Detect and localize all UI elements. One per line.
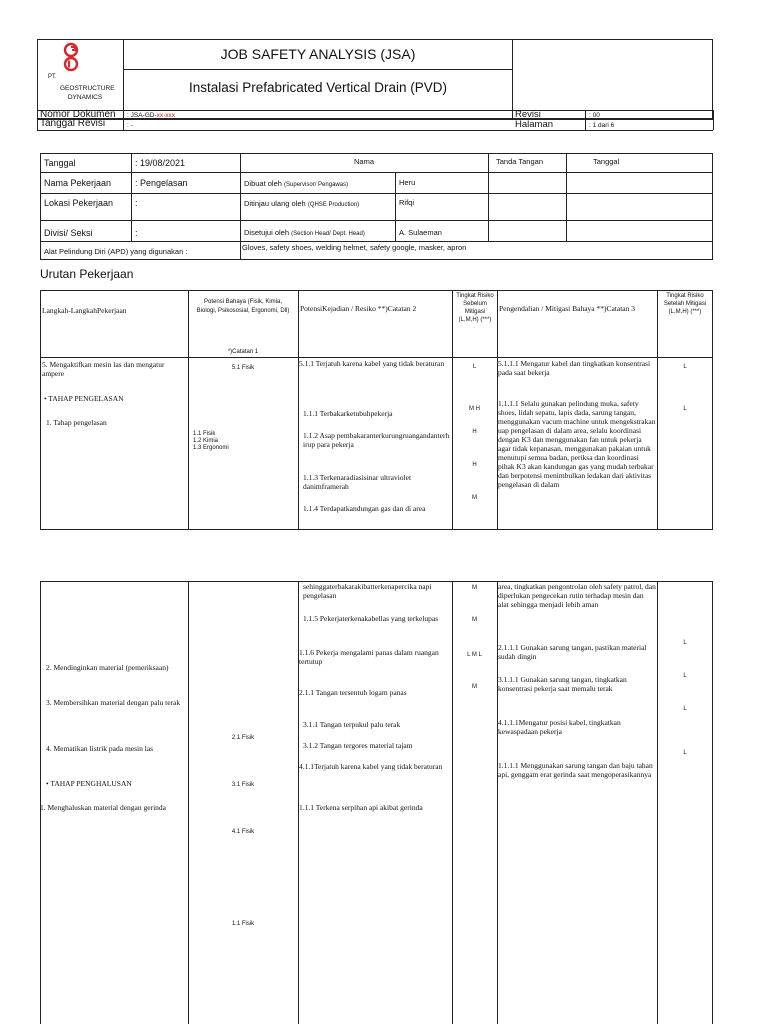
divisi-label: Divisi/ Seksi <box>44 228 93 238</box>
col-langkah-header: Langkah-LangkahPekerjaan <box>42 306 127 315</box>
risk-before-item: M H <box>469 406 480 412</box>
risk-before-item: H <box>472 429 477 435</box>
kejadian-item: 1.1.2 Asap pembakaranterkurungruangandanterh irup para pekerja <box>303 431 450 449</box>
tanda-tangan-header: Tanda Tangan <box>496 157 543 166</box>
nomor-dokumen-label: Nomor Dokumen <box>40 109 116 120</box>
kejadian-item: 3.1.1 Tangan terpukul palu terak <box>303 720 401 729</box>
risk-before-item: L <box>472 364 477 370</box>
risk-after-item: L <box>683 406 687 412</box>
pengendalian-item: 2.1.1.1 Gunakan sarung tangan, pastikan material sudah dingin <box>498 643 647 661</box>
kejadian-item: 4.1.1Terjatuh karena kabel yang tidak beraturan <box>299 762 443 771</box>
langkah-item: 2. Mendinginkan material (pemeriksaan) <box>46 663 169 672</box>
company-prefix: PT. <box>48 74 57 80</box>
nomor-dokumen-value: : JSA-GD-xx-xxx <box>127 112 176 119</box>
langkah-item: 5. Mengaktifkan mesin las dan mengatur ampere <box>42 360 165 378</box>
urutan-title: Urutan Pekerjaan <box>40 267 134 281</box>
pengendalian-item: 1.1.1.1 Menggunakan sarung tangan dan baju tahan api, genggam erat gerinda saat mengoperasikannya <box>498 761 653 779</box>
ditinjau-oleh: Ditinjau ulang oleh (QHSE Production) <box>244 199 360 208</box>
dibuat-oleh-name: Heru <box>399 178 416 187</box>
tanggal-label: Tanggal <box>44 158 76 168</box>
document-title: JOB SAFETY ANALYSIS (JSA) <box>220 46 416 62</box>
kejadian-item: 1.1.5 Pekerjaterkenakabellas yang terkelupas <box>303 614 439 623</box>
nama-pekerjaan-label: Nama Pekerjaan <box>44 178 112 188</box>
risk-before-item: H <box>472 462 477 468</box>
pengendalian-item: 4.1.1.1Mengatur posisi kabel, tingkatkan kewaspadaan pekerja <box>498 718 621 736</box>
halaman-value: : 1 dari 6 <box>589 122 615 129</box>
bahaya-item: 2.1 Fisik <box>231 735 255 741</box>
tanggal-header: Tanggal <box>593 157 620 166</box>
bahaya-item: 1.3 Ergonomi <box>193 445 229 451</box>
pengendalian-item: 1.1.1.1 Selalu gunakan pelindung muka, safety shoes, lidah sepatu, lapis dada, sarung tangan, menggunakan vacum machine untuk mengekstrakan uap pengelasan di dalam area, selalu koordinasi dengan K3 dan menggunakan fan untuk pekerja agar tidak kepanasan, menggunakan pakaian untuk menutupi semua badan, periksa dan koordinasi pihak K3 akan kandungan gas yang mudah terbakar dan berpotensi menimbulkan ledakan dari aktivitas pengelasan di dalam <box>498 399 656 489</box>
ditinjau-oleh-name: Rifqi <box>399 198 415 207</box>
bahaya-item: 1.2 Kimia <box>193 438 219 444</box>
tanggal-revisi-label: Tanggal Revisi <box>40 118 106 129</box>
risk-after-item: L <box>683 750 687 756</box>
disetujui-oleh: Disetujui oleh (Section Head/ Dept. Head) <box>244 228 365 237</box>
risk-before-item: L M L <box>467 652 482 658</box>
nama-pekerjaan-value: : Pengelasan <box>135 178 188 188</box>
risk-before-item: M <box>472 585 477 591</box>
lokasi-value: : <box>135 198 138 208</box>
risk-after-item: L <box>683 673 687 679</box>
pengendalian-item: 5.1.1.1 Mengatur kabel dan tingkatkan konsentrasi pada saat bekerja <box>498 359 651 377</box>
company-logo <box>58 42 84 74</box>
kejadian-item: 2.1.1 Tangan tersentuh logam panas <box>299 688 407 697</box>
bahaya-item: 1.1 Fisik <box>193 431 216 437</box>
langkah-item: 4. Mematikan listrik pada mesin las <box>46 744 154 753</box>
revisi-label: Revisi <box>515 109 541 120</box>
col-sesudah-header: Tingkat Risiko Setelah Mitigasi (L,M,H) (***) <box>663 293 707 315</box>
risk-after-item: L <box>683 640 687 646</box>
document-subtitle: Instalasi Prefabricated Vertical Drain (PVD) <box>188 80 448 95</box>
col-pengendalian-header: Pengendalian / Mitigasi Bahaya **)Catatan 3 <box>499 304 636 313</box>
col-bahaya-header: Potensi Bahaya (Fisik, Kimia, Biologi, Psikososial, Ergonomi, Dll) <box>196 299 290 314</box>
apd-label: Alat Pelindung Diri (APD) yang digunakan : <box>44 247 188 256</box>
risk-before-item: M <box>472 495 477 501</box>
langkah-item: • TAHAP PENGELASAN <box>44 394 124 403</box>
nama-header: Nama <box>353 157 374 166</box>
langkah-item: 1. Tahap pengelasan <box>46 418 107 427</box>
lokasi-label: Lokasi Pekerjaan <box>44 198 114 208</box>
bahaya-item: 3.1 Fisik <box>231 782 255 788</box>
col-sebelum-header: Tingkat Risiko Sebelum Mitigasi (L,M,H) (***) <box>456 293 494 323</box>
pengendalian-item: area, tingkatkan pengontrolan oleh safety patrol, dan diperlukan pengecekan rutin terhadap mesin dan alat sehingga menjadi lebih aman <box>498 582 656 609</box>
kejadian-item: sehinggaterbakarakibatterkenapercika napi pengelasan <box>303 582 432 600</box>
tanggal-revisi-value: : - <box>127 122 133 129</box>
kejadian-item: 1.1.3 Terkenaradiasisinar ultraviolet danimframerah <box>303 473 412 491</box>
risk-before-item: M <box>472 617 477 623</box>
apd-value: Gloves, safety shoes, welding helmet, safety google, masker, apron <box>242 243 467 252</box>
kejadian-item: 1.1.1 Terkena serpihan api akibat gerinda <box>299 803 423 812</box>
col-kejadian-header: PotensiKejadian / Resiko **)Catatan 2 <box>300 304 417 313</box>
tanggal-value: : 19/08/2021 <box>135 158 186 168</box>
disetujui-oleh-name: A. Sulaeman <box>399 228 442 237</box>
col-catatan1-header: *)Catatan 1 <box>227 349 259 355</box>
bahaya-item: 5.1 Fisik <box>231 365 255 371</box>
bahaya-item: 4.1 Fisik <box>231 829 255 835</box>
halaman-label: Halaman <box>515 119 554 130</box>
risk-before-item: M <box>472 684 477 690</box>
logo-mark-icon <box>58 42 84 72</box>
dibuat-oleh: Dibuat oleh (Supervisor/ Pengawas) <box>244 179 349 188</box>
revisi-value: : 00 <box>589 112 600 119</box>
risk-after-item: L <box>683 364 687 370</box>
kejadian-item: 1.1.1 Terbakarketubuhpekerja <box>303 409 393 418</box>
kejadian-item: 5.1.1 Terjatuh karena kabel yang tidak beraturan <box>299 359 445 368</box>
divisi-value: : <box>135 228 138 238</box>
kejadian-item: 3.1.2 Tangan tergores material tajam <box>303 741 413 750</box>
company-name: GEOSTRUCTURE DYNAMICS <box>60 85 115 101</box>
langkah-item: 1. Menghaluskan material dengan gerinda <box>40 803 166 812</box>
langkah-item: 3. Membersihkan material dengan palu terak <box>46 698 181 707</box>
langkah-item: • TAHAP PENGHALUSAN <box>46 779 132 788</box>
kejadian-item: 1.1.4 Terdapatkandungan gas dan di area <box>303 504 426 513</box>
header-right-box <box>512 39 713 119</box>
risk-after-item: L <box>683 706 687 712</box>
bahaya-item: 1.1 Fisik <box>231 921 255 927</box>
pengendalian-item: 3.1.1.1 Gunakan sarung tangan, tingkatkan konsentrasi pekerja saat memalu terak <box>498 675 627 693</box>
kejadian-item: 1.1.6 Pekerja mengalami panas dalam ruangan tertutup <box>299 648 439 666</box>
